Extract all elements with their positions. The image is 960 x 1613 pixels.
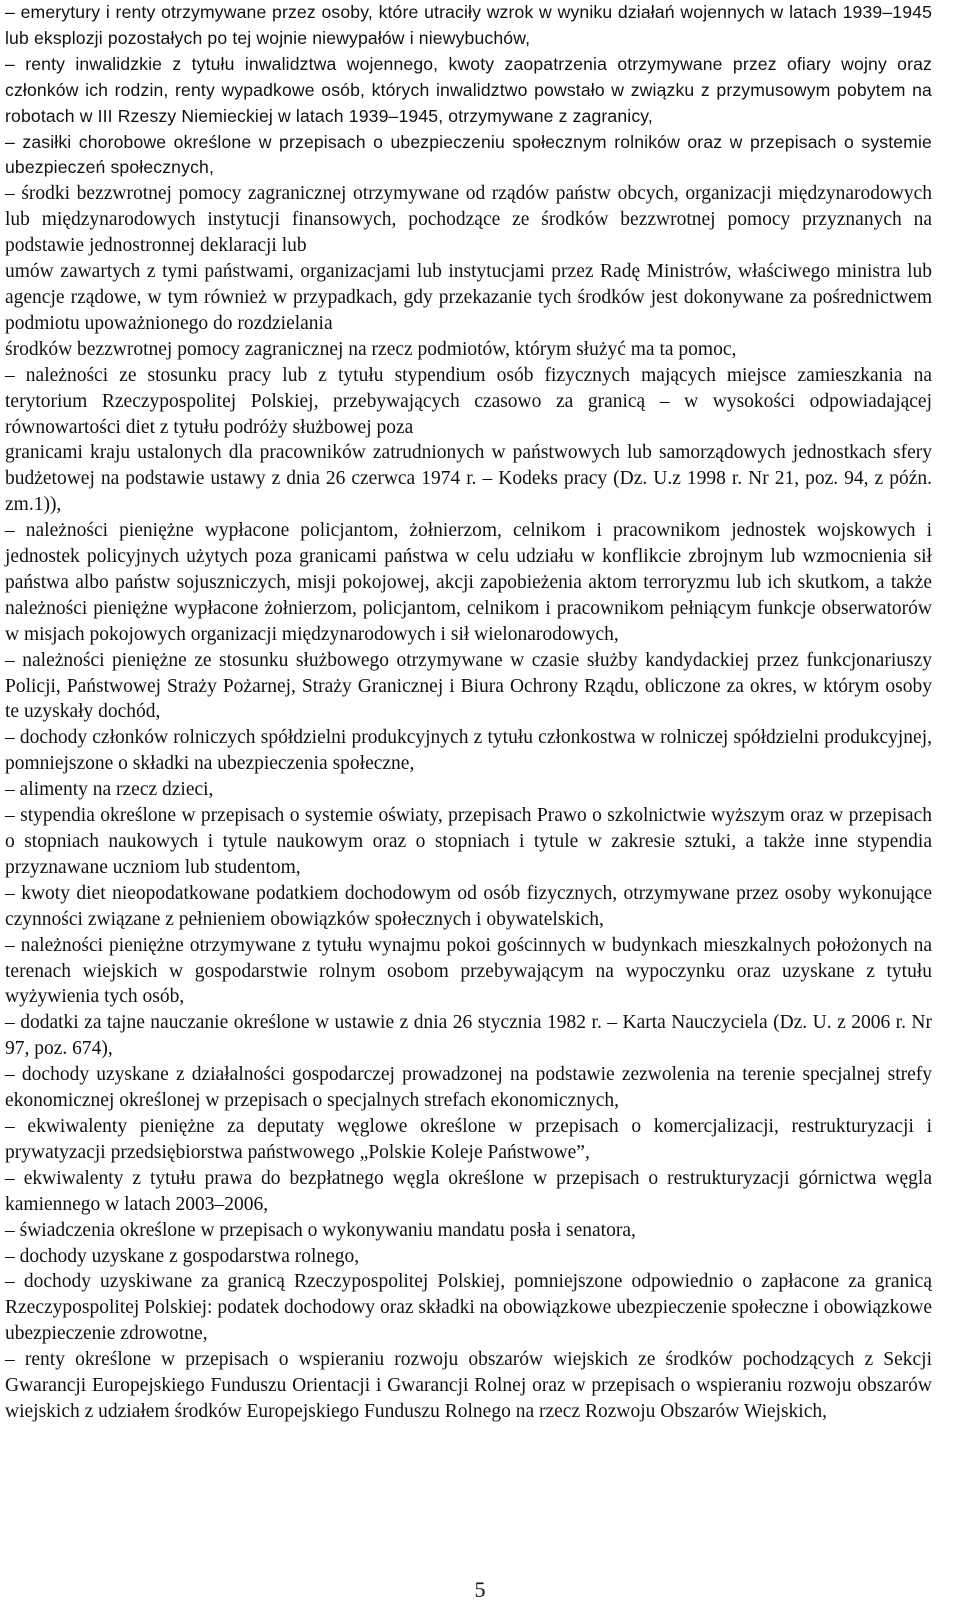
list-item: – dochody członków rolniczych spółdzielni produkcyjnych z tytułu członkostwa w rolniczej spółdzielni produkcyjnej, pomniejszone o składki na ubezpieczenia społeczne, <box>5 727 932 775</box>
list-item: – dodatki za tajne nauczanie określone w ustawie z dnia 26 stycznia 1982 r. – Karta Nauczyciela (Dz. U. z 2006 r. Nr 97, poz. 674), <box>5 1012 932 1060</box>
list-item: – emerytury i renty otrzymywane przez osoby, które utraciły wzrok w wyniku działań wojennych w latach 1939–1945 lub eksplozji pozostałych po tej wojnie niewypałów i niewybuchów, <box>5 2 932 48</box>
page-number: 5 <box>474 1577 486 1602</box>
list-item: – świadczenia określone w przepisach o wykonywaniu mandatu posła i senatora, <box>5 1219 636 1241</box>
list-item-continuation: środków bezzwrotnej pomocy zagranicznej na rzecz podmiotów, którym służyć ma ta pomoc, <box>5 338 737 360</box>
list-item-continuation: granicami kraju ustalonych dla pracowników zatrudnionych w państwowych lub samorządowych jednostkach sfery budżetowej na podstawie ustawy z dnia 26 czerwca 1974 r. – Kodeks pracy (Dz. U.z 1998 r. Nr 21, poz. 94, z późn. zm.1)), <box>5 442 932 516</box>
list-item: – zasiłki chorobowe określone w przepisach o ubezpieczeniu społecznym rolników oraz w przepisach o systemie ubezpieczeń społecznych, <box>5 131 932 178</box>
list-item: – należności ze stosunku pracy lub z tytułu stypendium osób fizycznych mających miejsce zamieszkania na terytorium Rzeczypospolitej Polskiej, przebywających czasowo za granicą – w wysokości odpowiadającej równowartości diet z tytułu podróży służbowej poza <box>5 364 932 438</box>
list-item: – alimenty na rzecz dzieci, <box>5 779 214 801</box>
list-item: – kwoty diet nieopodatkowane podatkiem dochodowym od osób fizycznych, otrzymywane przez osoby wykonujące czynności związane z pełnieniem obowiązków społecznych i obywatelskich, <box>5 882 932 930</box>
list-item: – ekwiwalenty pieniężne za deputaty węglowe określone w przepisach o komercjalizacji, restrukturyzacji i prywatyzacji przedsiębiorstwa państwowego „Polskie Koleje Państwowe”, <box>5 1115 932 1163</box>
list-item: – renty określone w przepisach o wspieraniu rozwoju obszarów wiejskich ze środków pochodzących z Sekcji Gwarancji Europejskiego Funduszu Orientacji i Gwarancji Rolnej oraz w przepisach o wspieraniu rozwoju obszarów wiejskich z udziałem środków Europejskiego Funduszu Rolnego na rzecz Rozwoju Obszarów Wiejskich, <box>5 1349 932 1422</box>
list-item: – należności pieniężne wypłacone policjantom, żołnierzom, celnikom i pracownikom jednostek wojskowych i jednostek policyjnych użytych poza granicami państwa w celu udziału w konflikcie zbrojnym lub wzmocnienia sił państwa albo państw sojuszniczych, misji pokojowej, akcji zapobieżenia aktom terroryzmu lub ich skutkom, a także należności pieniężne wypłacone żołnierzom, policjantom, celnikom i pracownikom pełniącym funkcje obserwatorów w misjach pokojowych organizacji międzynarodowych i sił wielonarodowych, <box>5 520 932 645</box>
list-item: – renty inwalidzkie z tytułu inwalidztwa wojennego, kwoty zaopatrzenia otrzymywane przez ofiary wojny oraz członków ich rodzin, renty wypadkowe osób, których inwalidztwo powstało w związku z przymusowym pobytem na robotach w III Rzeszy Niemieckiej w latach 1939–1945, otrzymywane z zagranicy, <box>5 53 932 126</box>
list-item-continuation: umów zawartych z tymi państwami, organizacjami lub instytucjami przez Radę Ministrów, właściwego ministra lub agencje rządowe, w tym również w przypadkach, gdy przekazanie tych środków jest dokonywane za pośrednictwem podmiotu upoważnionego do rozdzielania <box>5 261 932 334</box>
list-item: – stypendia określone w przepisach o systemie oświaty, przepisach Prawo o szkolnictwie wyższym oraz w przepisach o stopniach naukowych i tytule naukowym oraz o stopniach i tytule w zakresie sztuki, a także inne stypendia przyznawane uczniom lub studentom, <box>5 805 932 878</box>
list-item: – dochody uzyskiwane za granicą Rzeczypospolitej Polskiej, pomniejszone odpowiednio o zapłacone za granicą Rzeczypospolitej Polskiej: podatek dochodowy oraz składki na obowiązkowe ubezpieczenie społeczne i obowiązkowe ubezpieczenie zdrowotne, <box>5 1271 932 1345</box>
document-body <box>5 0 932 1425</box>
list-item: – środki bezzwrotnej pomocy zagranicznej otrzymywane od rządów państw obcych, organizacji międzynarodowych lub międzynarodowych instytucji finansowych, pochodzące ze środków bezzwrotnej pomocy przyznanych na podstawie jednostronnej deklaracji lub <box>5 183 932 257</box>
list-item: – dochody uzyskane z działalności gospodarczej prowadzonej na podstawie zezwolenia na terenie specjalnej strefy ekonomicznej określonej w przepisach o specjalnych strefach ekonomicznych, <box>5 1064 932 1112</box>
list-item: – dochody uzyskane z gospodarstwa rolnego, <box>5 1245 360 1267</box>
list-item: – należności pieniężne ze stosunku służbowego otrzymywane w czasie służby kandydackiej przez funkcjonariuszy Policji, Państwowej Straży Pożarnej, Straży Granicznej i Biura Ochrony Rządu, obliczone za okres, w którym osoby te uzyskały dochód, <box>5 649 932 723</box>
list-item: – należności pieniężne otrzymywane z tytułu wynajmu pokoi gościnnych w budynkach mieszkalnych położonych na terenach wiejskich w gospodarstwie rolnym osobom przebywającym na wypoczynku oraz uzyskane z tytułu wyżywienia tych osób, <box>5 934 932 1008</box>
list-item: – ekwiwalenty z tytułu prawa do bezpłatnego węgla określone w przepisach o restrukturyzacji górnictwa węgla kamiennego w latach 2003–2006, <box>5 1167 932 1215</box>
